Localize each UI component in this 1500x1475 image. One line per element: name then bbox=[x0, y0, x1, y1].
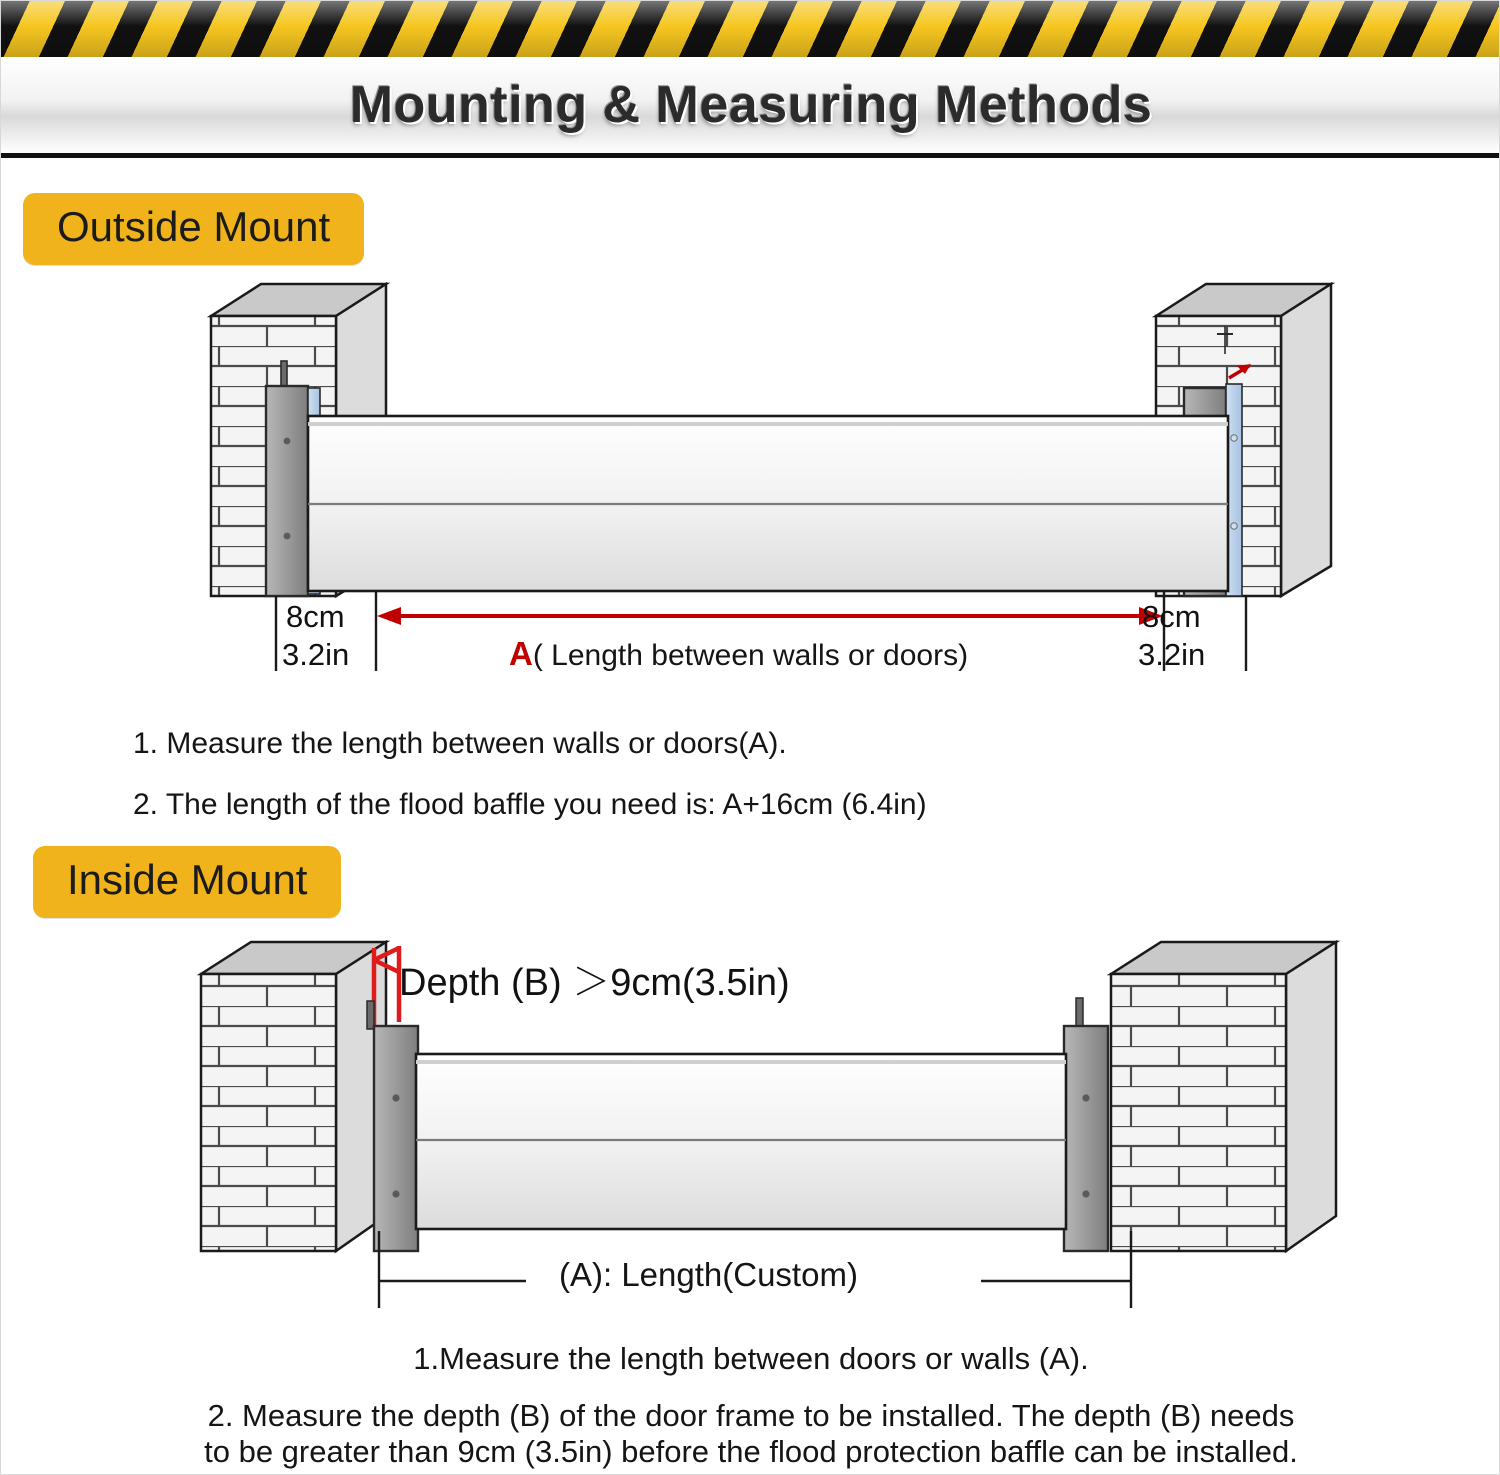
inside-left-wall-brick bbox=[201, 942, 386, 1251]
dimension-a-text: ( Length between walls or doors) bbox=[532, 639, 969, 672]
inside-instruction-3: to be greater than 9cm (3.5in) before the flood protection baffle can be installed. bbox=[204, 1434, 1298, 1469]
outside-mount-instructions bbox=[133, 723, 927, 826]
title-band bbox=[1, 57, 1500, 158]
right-offset-in-label: 3.2in bbox=[1138, 637, 1206, 672]
dimension-a-marker: A bbox=[509, 635, 533, 672]
inside-right-wall-brick bbox=[1111, 942, 1336, 1251]
outside-instruction-1: 1. Measure the length between walls or doors(A). bbox=[133, 727, 787, 760]
inside-left-bracket bbox=[367, 1001, 418, 1251]
left-offset-in-label: 3.2in bbox=[282, 637, 350, 672]
hazard-stripe bbox=[1, 1, 1500, 60]
inside-length-label: (A): Length(Custom) bbox=[559, 1256, 858, 1293]
section-label-inside-mount: Inside Mount bbox=[33, 846, 341, 918]
outside-instruction-2: 2. The length of the flood baffle you need is: A+16cm (6.4in) bbox=[133, 787, 927, 821]
right-offset-cm-label: 8cm bbox=[1142, 599, 1201, 634]
left-offset-cm-label: 8cm bbox=[286, 599, 345, 634]
dimension-a-caption bbox=[509, 635, 968, 673]
inside-instruction-1: 1.Measure the length between doors or walls (A). bbox=[413, 1341, 1089, 1376]
depth-label-text: Depth (B) bbox=[399, 962, 562, 1004]
header-banner bbox=[1, 1, 1500, 159]
depth-requirement-label bbox=[399, 951, 790, 1006]
inside-instruction-2: 2. Measure the depth (B) of the door frame to be installed. The depth (B) needs bbox=[207, 1398, 1295, 1433]
inside-right-bracket bbox=[1064, 998, 1108, 1251]
page-title: Mounting & Measuring Methods bbox=[349, 76, 1153, 134]
inside-flood-baffle-panel bbox=[416, 1054, 1066, 1229]
depth-value: 9cm(3.5in) bbox=[610, 962, 790, 1004]
flood-baffle-panel bbox=[308, 416, 1228, 591]
hazard-stripe-gloss bbox=[1, 1, 1500, 57]
depth-comparator: ＞ bbox=[572, 962, 611, 1004]
dimension-arrow-a bbox=[377, 607, 1163, 625]
section-label-outside-mount: Outside Mount bbox=[23, 193, 364, 265]
